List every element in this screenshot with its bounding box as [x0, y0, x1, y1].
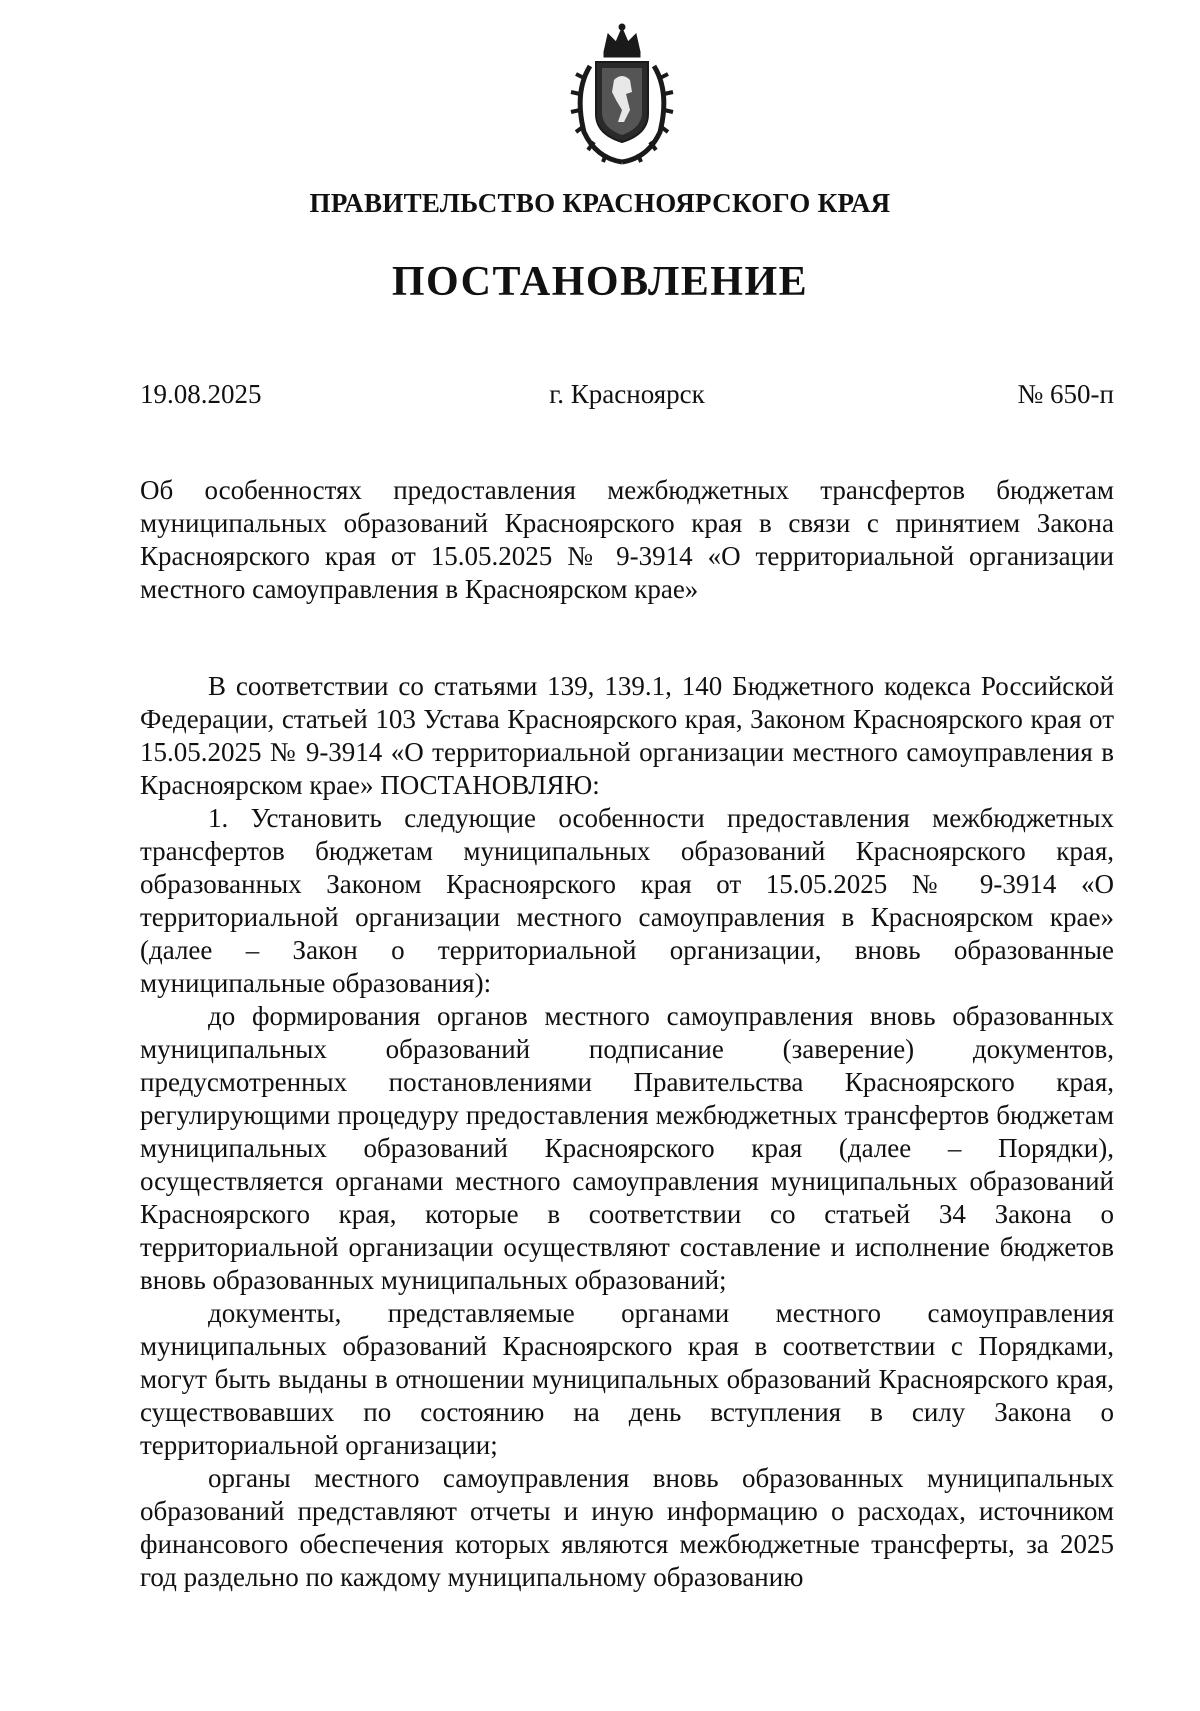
body-paragraph: документы, представляемые органами местного самоуправления муниципальных образований Красноярского края в соответствии с Порядками, могут быть выданы в отношении муниципальных образований Красноярского края, существовавших по состоянию на день вступления в силу Закона о территориальной организации;: [140, 1298, 1114, 1460]
government-heading: ПРАВИТЕЛЬСТВО КРАСНОЯРСКОГО КРАЯ: [309, 188, 891, 218]
document-title: Об особенностях предоставления межбюджетных трансфертов бюджетам муниципальных образований Красноярского края в связи с принятием Закона Красноярского края от 15.05.2025 № 9-3914 «О территориальной организации местного самоуправления в Красноярском крае»: [140, 475, 1114, 604]
document-date: 19.08.2025: [140, 379, 262, 409]
document-meta-row: [140, 379, 1114, 415]
document-body: [140, 670, 1114, 1594]
document-number: № 650-п: [1017, 379, 1114, 409]
body-paragraph: органы местного самоуправления вновь образованных муниципальных образований представляют отчеты и иную информацию о расходах, источником финансового обеспечения которых являются межбюджетные трансферты, за 2025 год раздельно по каждому муниципальному образованию: [140, 1463, 1114, 1592]
body-paragraph: В соответствии со статьями 139, 139.1, 140 Бюджетного кодекса Российской Федерации, статьей 103 Устава Красноярского края, Законом Красноярского края от 15.05.2025 № 9-3914 «О территориальной организации местного самоуправления в Красноярском крае» ПОСТАНОВЛЯЮ:: [140, 671, 1114, 800]
document-type-heading: ПОСТАНОВЛЕНИЕ: [391, 259, 809, 305]
body-paragraph: 1. Установить следующие особенности предоставления межбюджетных трансфертов бюджетам муниципальных образований Красноярского края, образованных Законом Красноярского края от 15.05.2025 № 9-3914 «О территориальной организации местного самоуправления в Красноярском крае» (далее – Закон о территориальной организации, вновь образованные муниципальные образования):: [140, 803, 1114, 998]
body-paragraph: до формирования органов местного самоуправления вновь образованных муниципальных образований подписание (заверение) документов, предусмотренных постановлениями Правительства Красноярского края, регулирующими процедуру предоставления межбюджетных трансфертов бюджетам муниципальных образований Красноярского края (далее – Порядки), осуществляется органами местного самоуправления муниципальных образований Красноярского края, которые в соответствии со статьей 34 Закона о территориальной организации осуществляют составление и исполнение бюджетов вновь образованных муниципальных образований;: [140, 1001, 1114, 1295]
coat-of-arms-emblem: [566, 22, 678, 167]
document-city: г. Красноярск: [549, 379, 705, 409]
